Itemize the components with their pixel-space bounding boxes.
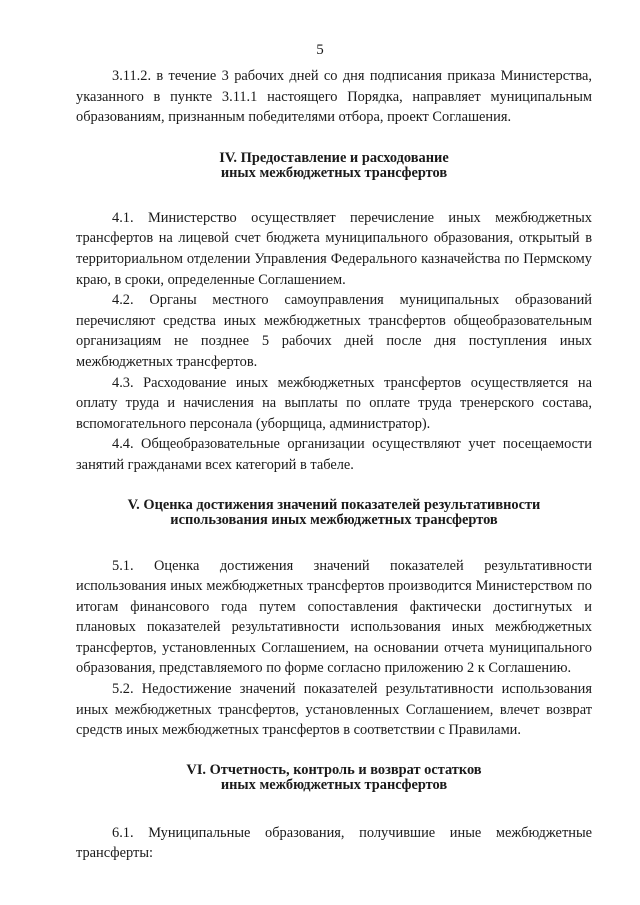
heading-line: VI. Отчетность, контроль и возврат остатков [186,761,482,778]
paragraph-6-1: 6.1. Муниципальные образования, получившие иные межбюджетные трансферты: [76,824,592,862]
section-heading-vi [76,763,592,793]
paragraph-4-3: 4.3. Расходование иных межбюджетных трансфертов осуществляется на оплату труда и начисления на выплаты по оплате труда тренерского состава, вспомогательного персонала (уборщица, администратор). [76,374,592,432]
heading-line: использования иных межбюджетных трансфертов [170,511,498,528]
paragraph-4-2: 4.2. Органы местного самоуправления муниципальных образований перечисляют средства иных межбюджетных трансфертов общеобразовательным организациям не позднее 5 рабочих дней после дня поступления иных межбюджетных трансфертов. [76,292,592,370]
section-heading-v [76,498,592,528]
paragraph-5-1: 5.1. Оценка достижения значений показателей результативности использования иных межбюджетных трансфертов производится Министерством по итогам финансового года путем сопоставления фактически достигнутых и плановых показателей результативности использования иных межбюджетных трансфертов, установленных Соглашением, на основании отчета муниципального образования, представляемого по форме согласно приложению 2 к Соглашению. [76,557,592,677]
heading-line: иных межбюджетных трансфертов [220,164,448,181]
heading-line: IV. Предоставление и расходование [219,149,449,166]
page-number: 5 [316,42,324,58]
paragraph-4-4: 4.4. Общеобразовательные организации осуществляют учет посещаемости занятий гражданами всех категорий в табеле. [76,436,592,473]
heading-line: V. Оценка достижения значений показателей результативности [127,496,541,513]
document-body [76,66,592,864]
paragraph-3-11-2: 3.11.2. в течение 3 рабочих дней со дня подписания приказа Министерства, указанного в пункте 3.11.1 настоящего Порядка, направляет муниципальным образованиям, признанным победителями отбора, проект Соглашения. [76,68,592,126]
paragraph-5-2: 5.2. Недостижение значений показателей результативности использования иных межбюджетных трансфертов, установленных Соглашением, влечет возврат средств иных межбюджетных трансфертов в соответствии с Правилами. [76,681,592,739]
heading-line: иных межбюджетных трансфертов [220,776,448,793]
section-heading-iv [76,151,592,181]
paragraph-4-1: 4.1. Министерство осуществляет перечисление иных межбюджетных трансфертов на лицевой счет бюджета муниципального образования, открытый в территориальном отделении Управления Федерального казначейства по Пермскому краю, в сроки, определенные Соглашением. [76,209,592,288]
